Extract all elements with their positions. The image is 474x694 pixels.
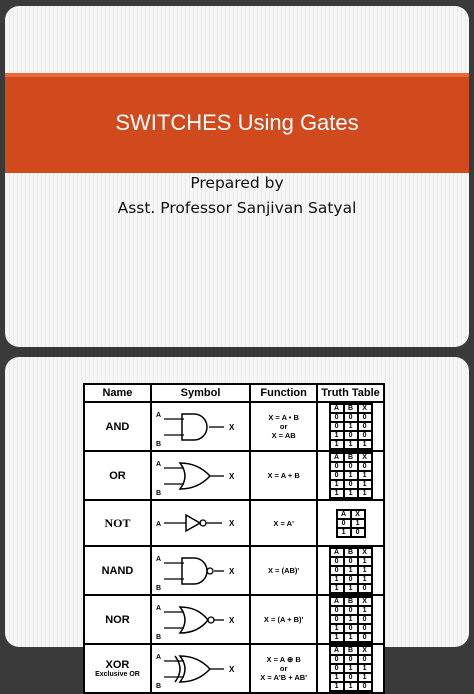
gate-name: XOR bbox=[105, 659, 130, 671]
truth-table-cell: 1 bbox=[344, 440, 358, 449]
function-line: X = A • B bbox=[268, 413, 299, 422]
gate-name-cell bbox=[84, 451, 151, 500]
truth-table-cell: 1 bbox=[330, 633, 344, 642]
truth-table-cell: 0 bbox=[344, 480, 358, 489]
gate-function-cell bbox=[250, 546, 317, 595]
output-x-label: X bbox=[228, 422, 235, 432]
truth-table-cell: 1 bbox=[344, 489, 358, 498]
input-b-label: B bbox=[155, 440, 161, 448]
prepared-by-text: Prepared by bbox=[190, 174, 284, 192]
gate-symbol-cell bbox=[151, 402, 250, 451]
truth-table-cell: 0 bbox=[344, 413, 358, 422]
truth-table bbox=[329, 645, 373, 692]
truth-table-cell: 0 bbox=[330, 462, 344, 471]
output-x-label: X bbox=[228, 471, 235, 481]
truth-table-cell: 0 bbox=[330, 413, 344, 422]
gate-name-cell bbox=[84, 546, 151, 595]
truth-table-cell: 0 bbox=[344, 431, 358, 440]
gate-function-cell bbox=[250, 595, 317, 644]
not-gate-icon bbox=[152, 501, 240, 545]
truth-table-header: B bbox=[344, 404, 358, 413]
truth-table-header: A bbox=[330, 597, 344, 606]
truth-table-cell: 1 bbox=[344, 584, 358, 593]
gate-truth-table-cell bbox=[317, 644, 384, 693]
truth-table-header: B bbox=[344, 646, 358, 655]
gate-name: NOT bbox=[104, 515, 131, 530]
truth-table-cell: 0 bbox=[337, 519, 351, 528]
truth-table-header: X bbox=[358, 597, 372, 606]
function-line: X = A'B + AB' bbox=[260, 673, 308, 682]
truth-table-header: A bbox=[330, 548, 344, 557]
input-b-label: B bbox=[155, 682, 161, 690]
truth-table-cell: 1 bbox=[330, 489, 344, 498]
truth-table-header: X bbox=[358, 646, 372, 655]
slide-title: SWITCHES Using Gates bbox=[115, 110, 359, 135]
output-x-label: X bbox=[228, 664, 235, 674]
gate-truth-table-cell bbox=[317, 402, 384, 451]
truth-table-cell: 1 bbox=[330, 575, 344, 584]
truth-table-cell: 0 bbox=[330, 557, 344, 566]
truth-table-cell: 1 bbox=[330, 584, 344, 593]
gate-name-cell bbox=[84, 644, 151, 693]
truth-table-cell: 1 bbox=[358, 557, 372, 566]
subtitle-block bbox=[5, 171, 469, 221]
gate-function-cell bbox=[250, 402, 317, 451]
title-band bbox=[5, 73, 469, 173]
truth-table-cell: 1 bbox=[330, 682, 344, 691]
truth-table-header: B bbox=[344, 597, 358, 606]
truth-table-cell: 0 bbox=[358, 462, 372, 471]
truth-table-cell: 0 bbox=[344, 673, 358, 682]
truth-table bbox=[329, 596, 373, 643]
title-slide bbox=[5, 6, 469, 347]
and-gate-icon bbox=[152, 405, 240, 449]
truth-table-cell: 1 bbox=[337, 528, 351, 537]
output-x-label: X bbox=[228, 519, 235, 528]
gates-table-wrap bbox=[83, 383, 385, 694]
header-symbol: Symbol bbox=[151, 384, 250, 402]
function-line: X = A + B bbox=[267, 471, 300, 480]
truth-table-header: X bbox=[358, 404, 372, 413]
gate-name: OR bbox=[109, 469, 126, 482]
truth-table-cell: 0 bbox=[344, 462, 358, 471]
truth-table-cell: 0 bbox=[330, 655, 344, 664]
function-line: X = (AB)' bbox=[268, 566, 300, 575]
nand-gate-icon bbox=[152, 549, 240, 593]
truth-table-cell: 0 bbox=[358, 584, 372, 593]
truth-table-cell: 0 bbox=[330, 615, 344, 624]
input-b-label: B bbox=[155, 584, 161, 592]
truth-table-cell: 1 bbox=[344, 615, 358, 624]
gates-table bbox=[83, 383, 385, 694]
gate-function-cell bbox=[250, 451, 317, 500]
input-a-label: A bbox=[155, 411, 161, 419]
truth-table-cell: 0 bbox=[358, 422, 372, 431]
gate-name-cell bbox=[84, 500, 151, 546]
truth-table-cell: 0 bbox=[358, 633, 372, 642]
truth-table-cell: 1 bbox=[358, 471, 372, 480]
gate-function-cell bbox=[250, 644, 317, 693]
truth-table-header: B bbox=[344, 548, 358, 557]
gate-symbol-cell bbox=[151, 500, 250, 546]
truth-table-cell: 0 bbox=[358, 682, 372, 691]
truth-table bbox=[329, 403, 373, 450]
function-line: or bbox=[279, 422, 288, 431]
header-name: Name bbox=[84, 384, 151, 402]
truth-table-cell: 1 bbox=[330, 431, 344, 440]
gate-symbol-cell bbox=[151, 644, 250, 693]
input-a-label: A bbox=[155, 604, 161, 612]
gate-row-xor bbox=[84, 644, 384, 693]
gate-truth-table-cell bbox=[317, 595, 384, 644]
gate-symbol-cell bbox=[151, 595, 250, 644]
gate-name: NAND bbox=[101, 564, 134, 577]
nor-gate-icon bbox=[152, 598, 240, 642]
truth-table-header: X bbox=[358, 453, 372, 462]
truth-table-cell: 0 bbox=[330, 422, 344, 431]
truth-table-header: X bbox=[358, 548, 372, 557]
gate-name-cell bbox=[84, 402, 151, 451]
truth-table-cell: 1 bbox=[330, 440, 344, 449]
truth-table-cell: 1 bbox=[330, 480, 344, 489]
input-a-label: A bbox=[155, 521, 161, 528]
input-a-label: A bbox=[155, 653, 161, 661]
truth-table-cell: 0 bbox=[358, 431, 372, 440]
truth-table-cell: 0 bbox=[351, 528, 365, 537]
gate-row-nand bbox=[84, 546, 384, 595]
truth-table-cell: 0 bbox=[330, 606, 344, 615]
truth-table-header: A bbox=[330, 404, 344, 413]
truth-table-cell: 1 bbox=[358, 480, 372, 489]
gate-name: AND bbox=[105, 420, 130, 433]
truth-table-cell: 0 bbox=[330, 664, 344, 673]
input-b-label: B bbox=[155, 633, 161, 641]
truth-table-header: A bbox=[330, 646, 344, 655]
function-line: X = (A + B)' bbox=[263, 615, 304, 624]
gate-symbol-cell bbox=[151, 546, 250, 595]
input-a-label: A bbox=[155, 555, 161, 563]
truth-table-cell: 1 bbox=[344, 422, 358, 431]
function-line: X = A ⊕ B bbox=[266, 655, 301, 664]
truth-table-cell: 1 bbox=[358, 575, 372, 584]
gates-slide bbox=[5, 357, 469, 690]
truth-table-cell: 0 bbox=[344, 606, 358, 615]
output-x-label: X bbox=[228, 566, 235, 576]
header-truth-table: Truth Table bbox=[317, 384, 384, 402]
truth-table bbox=[329, 547, 373, 594]
truth-table-cell: 0 bbox=[344, 655, 358, 664]
truth-table-cell: 1 bbox=[344, 471, 358, 480]
truth-table-cell: 1 bbox=[358, 664, 372, 673]
gate-row-not bbox=[84, 500, 384, 546]
truth-table-cell: 0 bbox=[330, 471, 344, 480]
truth-table-cell: 1 bbox=[358, 673, 372, 682]
truth-table-cell: 0 bbox=[358, 413, 372, 422]
truth-table-header: X bbox=[351, 510, 365, 519]
gate-truth-table-cell bbox=[317, 500, 384, 546]
truth-table-cell: 0 bbox=[344, 624, 358, 633]
gate-truth-table-cell bbox=[317, 546, 384, 595]
truth-table-cell: 1 bbox=[344, 682, 358, 691]
or-gate-icon bbox=[152, 454, 240, 498]
header-function: Function bbox=[250, 384, 317, 402]
truth-table-cell: 1 bbox=[344, 566, 358, 575]
truth-table-cell: 0 bbox=[358, 624, 372, 633]
truth-table bbox=[329, 452, 373, 499]
truth-table-cell: 1 bbox=[351, 519, 365, 528]
truth-table-cell: 1 bbox=[358, 606, 372, 615]
truth-table-header: A bbox=[337, 510, 351, 519]
output-x-label: X bbox=[228, 615, 235, 625]
gate-name: NOR bbox=[105, 613, 130, 626]
truth-table-header: B bbox=[344, 453, 358, 462]
truth-table-header: A bbox=[330, 453, 344, 462]
truth-table bbox=[336, 509, 366, 538]
table-header-row bbox=[84, 384, 384, 402]
function-line: X = AB bbox=[271, 431, 296, 440]
truth-table-cell: 1 bbox=[330, 673, 344, 682]
truth-table-cell: 0 bbox=[358, 655, 372, 664]
input-a-label: A bbox=[155, 460, 161, 468]
truth-table-cell: 1 bbox=[358, 566, 372, 575]
gate-truth-table-cell bbox=[317, 451, 384, 500]
author-text: Asst. Professor Sanjivan Satyal bbox=[117, 199, 357, 217]
gate-row-nor bbox=[84, 595, 384, 644]
gate-symbol-cell bbox=[151, 451, 250, 500]
truth-table-cell: 1 bbox=[358, 489, 372, 498]
truth-table-cell: 0 bbox=[330, 566, 344, 575]
truth-table-cell: 1 bbox=[358, 440, 372, 449]
gate-subname: Exclusive OR bbox=[95, 671, 140, 678]
function-line: or bbox=[279, 664, 288, 673]
gate-row-or bbox=[84, 451, 384, 500]
truth-table-cell: 0 bbox=[358, 615, 372, 624]
gate-function-cell bbox=[250, 500, 317, 546]
truth-table-cell: 1 bbox=[344, 633, 358, 642]
input-b-label: B bbox=[155, 489, 161, 497]
xor-gate-icon bbox=[152, 647, 240, 691]
gate-row-and bbox=[84, 402, 384, 451]
function-line: X = A' bbox=[273, 518, 294, 528]
truth-table-cell: 1 bbox=[344, 664, 358, 673]
truth-table-cell: 0 bbox=[344, 575, 358, 584]
gate-name-cell bbox=[84, 595, 151, 644]
truth-table-cell: 0 bbox=[344, 557, 358, 566]
truth-table-cell: 1 bbox=[330, 624, 344, 633]
